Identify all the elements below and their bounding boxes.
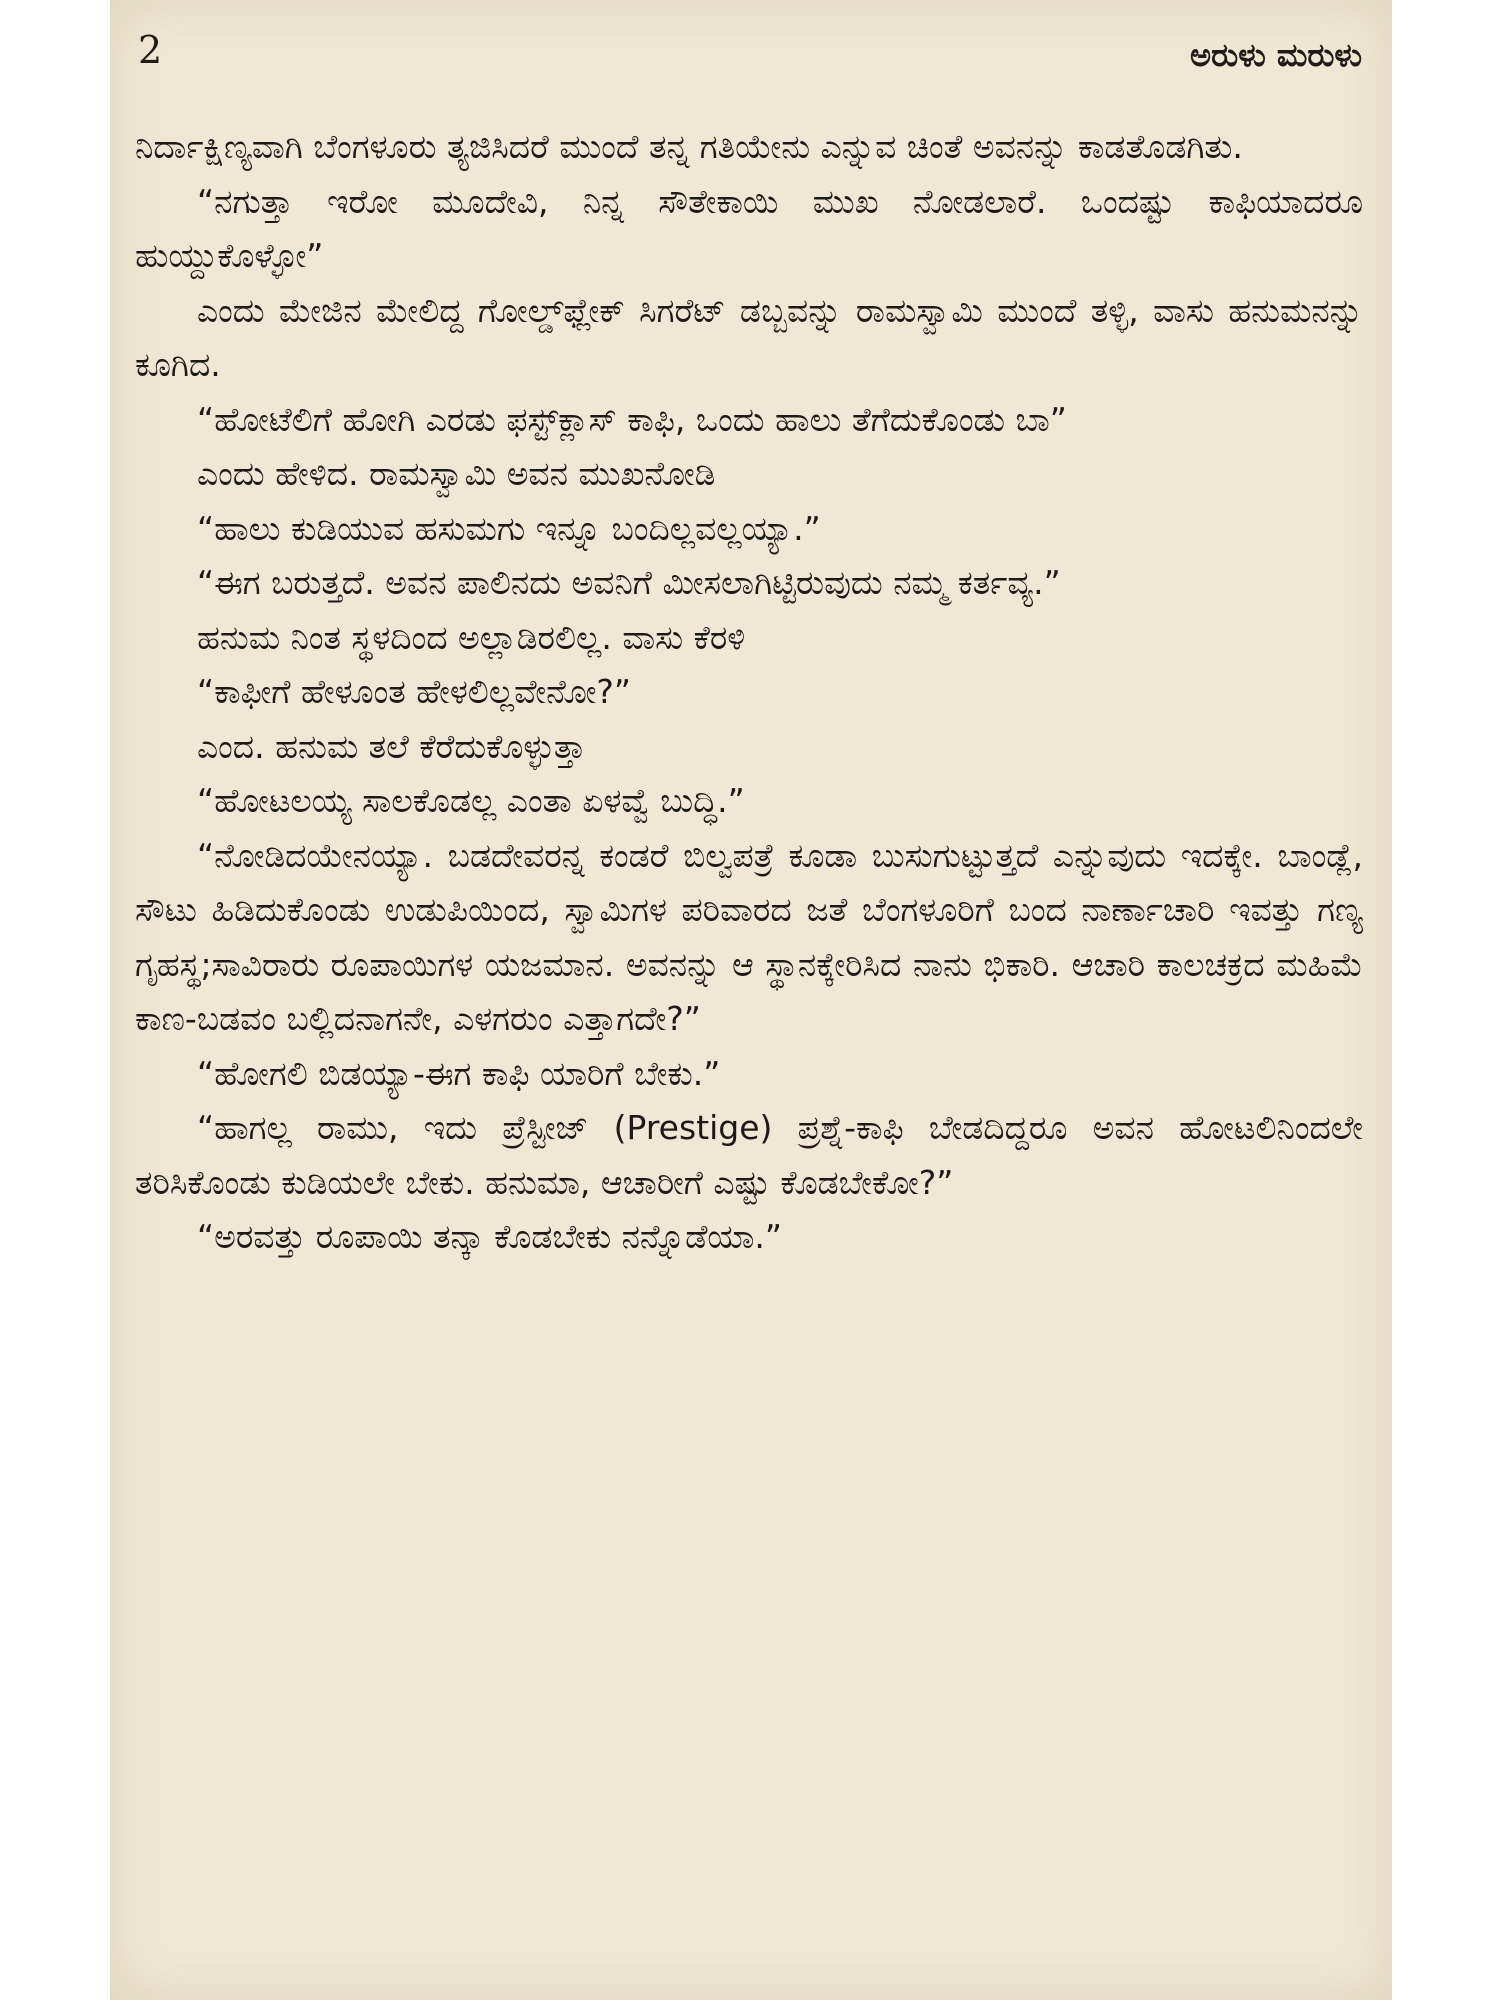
- paragraph: “ಹೋಟೆಲಿಗೆ ಹೋಗಿ ಎರಡು ಫಸ್ಟ್‌ಕ್ಲಾಸ್ ಕಾಫಿ, ಒಂದು ಹಾಲು ತೆಗೆದುಕೊಂಡು ಬಾ”: [197, 399, 1067, 439]
- paragraph: “ಅರವತ್ತು ರೂಪಾಯಿ ತನ್ಕಾ ಕೊಡಬೇಕು ನನ್ನೊಡೆಯಾ.”: [197, 1217, 783, 1256]
- paragraph: ನಿರ್ದಾಕ್ಷಿಣ್ಯವಾಗಿ ಬೆಂಗಳೂರು ತ್ಯಜಿಸಿದರೆ ಮುಂದೆ ತನ್ನ ಗತಿಯೇನು ಎನ್ನುವ ಚಿಂತೆ ಅವನನ್ನು ಕಾಡತೊಡಗಿತು.: [135, 127, 1243, 166]
- paragraph: “ಕಾಫೀಗೆ ಹೇಳೂಂತ ಹೇಳಲಿಲ್ಲವೇನೋ?”: [197, 672, 631, 711]
- paragraph: ಹನುಮ ನಿಂತ ಸ್ಥಳದಿಂದ ಅಲ್ಲಾಡಿರಲಿಲ್ಲ. ವಾಸು ಕೆರಳಿ: [197, 617, 746, 657]
- paragraph: ಎಂದು ಹೇಳಿದ. ರಾಮಸ್ವಾಮಿ ಅವನ ಮುಖನೋಡಿ: [197, 454, 716, 493]
- paragraph: “ಹಾಲು ಕುಡಿಯುವ ಹಸುಮಗು ಇನ್ನೂ ಬಂದಿಲ್ಲವಲ್ಲಯ್ಯಾ.”: [197, 508, 821, 548]
- paragraph: “ನಗುತ್ತಾ ಇರೋ ಮೂದೇವಿ, ನಿನ್ನ ಸೌತೇಕಾಯಿ ಮುಖ ನೋಡಲಾರೆ. ಒಂದಷ್ಟು ಕಾಫಿಯಾದರೂ ಹುಯ್ದುಕೊಳ್ಳೋ”: [135, 181, 1363, 275]
- paragraph: ಎಂದ. ಹನುಮ ತಲೆ ಕೆರೆದುಕೊಳ್ಳುತ್ತಾ: [197, 726, 586, 766]
- paragraph: “ಹೋಗಲಿ ಬಿಡಯ್ಯಾ-ಈಗ ಕಾಫಿ ಯಾರಿಗೆ ಬೇಕು.”: [197, 1053, 721, 1093]
- body-text: [135, 120, 1363, 1265]
- paragraph: “ನೋಡಿದಯೇನಯ್ಯಾ. ಬಡದೇವರನ್ನ ಕಂಡರೆ ಬಿಲ್ವಪತ್ರೆ ಕೂಡಾ ಬುಸುಗುಟ್ಟುತ್ತದೆ ಎನ್ನುವುದು ಇದಕ್ಕೇ. ಬಾಂಡ್ಲೆ, ಸೌಟು ಹಿಡಿದುಕೊಂಡು ಉಡುಪಿಯಿಂದ, ಸ್ವಾಮಿಗಳ ಪರಿವಾರದ ಜತೆ ಬೆಂಗಳೂರಿಗೆ ಬಂದ ನಾರ್ಣಾಚಾರಿ ಇವತ್ತು ಗಣ್ಯ ಗೃಹಸ್ಥ;ಸಾವಿರಾರು ರೂಪಾಯಿಗಳ ಯಜಮಾನ. ಅವನನ್ನು ಆ ಸ್ಥಾನಕ್ಕೇರಿಸಿದ ನಾನು ಭಿಕಾರಿ. ಆಚಾರಿ ಕಾಲಚಕ್ರದ ಮಹಿಮೆ ಕಾಣ-ಬಡವಂ ಬಲ್ಲಿದನಾಗನೇ, ಎಳಗರುಂ ಎತ್ತಾಗದೇ?”: [135, 835, 1363, 1038]
- page-number: 2: [138, 28, 163, 72]
- paragraph: ಎಂದು ಮೇಜಿನ ಮೇಲಿದ್ದ ಗೋಲ್ಡ್‌ಫ್ಲೇಕ್ ಸಿಗರೆಟ್ ಡಬ್ಬವನ್ನು ರಾಮಸ್ವಾಮಿ ಮುಂದೆ ತಳ್ಳಿ, ವಾಸು ಹನುಮನನ್ನು ಕೂಗಿದ.: [135, 290, 1363, 384]
- paragraph: “ಈಗ ಬರುತ್ತದೆ. ಅವನ ಪಾಲಿನದು ಅವನಿಗೆ ಮೀಸಲಾಗಿಟ್ಟಿರುವುದು ನಮ್ಮ ಕರ್ತವ್ಯ.”: [197, 563, 1061, 602]
- paragraph: “ಹೋಟಲಯ್ಯ ಸಾಲಕೊಡಲ್ಲ ಎಂತಾ ಏಳವ್ವೆ ಬುದ್ಧಿ.”: [197, 781, 745, 820]
- paragraph: “ಹಾಗಲ್ಲ ರಾಮು, ಇದು ಪ್ರೆಸ್ಟೀಜ್ (Prestige) ಪ್ರಶ್ನೆ-ಕಾಫಿ ಬೇಡದಿದ್ದರೂ ಅವನ ಹೋಟಲಿನಿಂದಲೇ ತರಿಸಿಕೊಂಡು ಕುಡಿಯಲೇ ಬೇಕು. ಹನುಮಾ, ಆಚಾರೀಗೆ ಎಷ್ಟು ಕೊಡಬೇಕೋ?”: [135, 1108, 1363, 1202]
- running-title: ಅರುಳು ಮರುಳು: [1190, 36, 1362, 74]
